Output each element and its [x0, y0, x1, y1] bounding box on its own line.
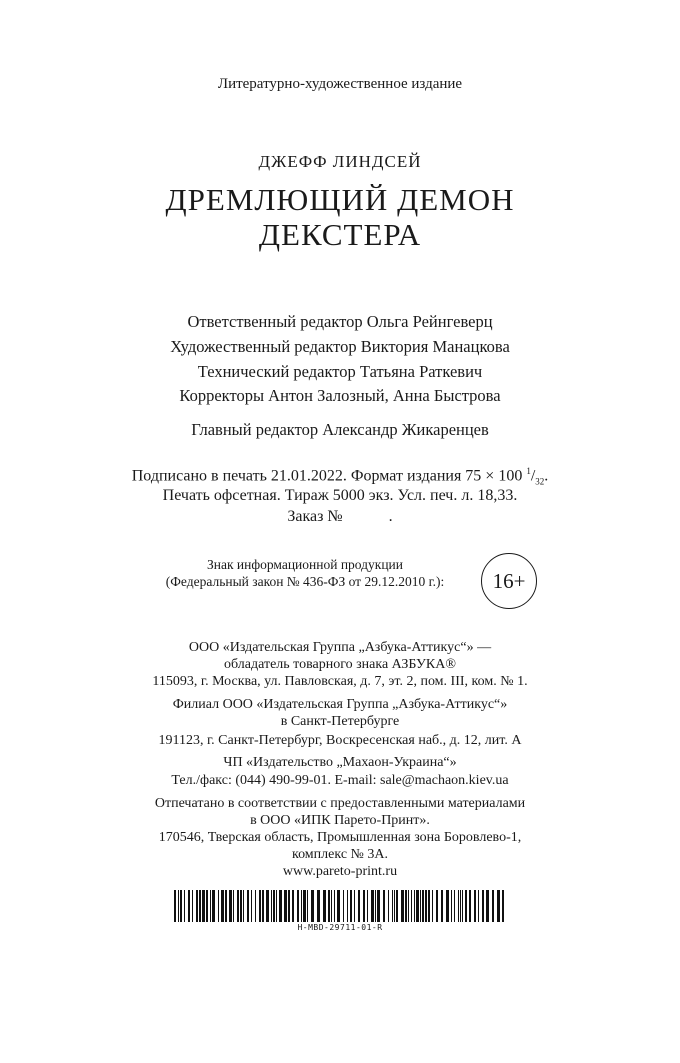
barcode-bar — [334, 890, 335, 922]
publisher-line: Тел./факс: (044) 490-99-01. E-mail: sale@machaon.kiev.ua — [171, 773, 509, 788]
barcode-bar — [178, 890, 179, 922]
format-denominator: 32 — [535, 476, 545, 487]
format-numerator: 1 — [526, 466, 531, 476]
barcode-bar — [371, 890, 374, 922]
barcode-bar — [240, 890, 242, 922]
barcode-bar — [328, 890, 330, 922]
barcode-bar — [454, 890, 455, 922]
credit-line: Технический редактор Татьяна Раткевич — [197, 362, 483, 381]
publisher-line: комплекс № 3А. — [291, 847, 388, 862]
order-label: Заказ № — [287, 508, 343, 525]
barcode-bar — [377, 890, 380, 922]
publisher-line: 170546, Тверская область, Промышленная зона Боровлево-1, — [158, 830, 522, 845]
barcode-bar — [266, 890, 269, 922]
barcode-bar — [462, 890, 463, 922]
chief-editor: Главный редактор Александр Жикаренцев — [191, 420, 489, 439]
barcode-bar — [199, 890, 201, 922]
barcode-bar — [367, 890, 368, 922]
barcode-bar — [202, 890, 205, 922]
publisher-line: ООО «Издательская Группа „Азбука-Аттикус“» — — [188, 640, 492, 655]
author-name: ДЖЕФФ ЛИНДСЕЙ — [258, 152, 422, 171]
barcode-bar — [401, 890, 404, 922]
age-rating-block — [140, 553, 540, 601]
publisher-line: www.pareto-print.ru — [282, 864, 398, 879]
barcode-bar — [259, 890, 261, 922]
barcode-bar — [363, 890, 365, 922]
barcode-bar — [375, 890, 376, 922]
barcode-bar — [284, 890, 287, 922]
barcode-bar — [225, 890, 227, 922]
barcode-bar — [229, 890, 232, 922]
barcode-bar — [347, 890, 348, 922]
barcode-bar — [411, 890, 412, 922]
genre-label: Литературно-художественное издание — [217, 76, 463, 92]
barcode-bar — [323, 890, 326, 922]
barcode-bar — [408, 890, 409, 922]
barcode-bar — [276, 890, 277, 922]
barcode-bar — [233, 890, 234, 922]
barcode-bar — [196, 890, 198, 922]
barcode-bar — [184, 890, 185, 922]
barcode-bar — [497, 890, 500, 922]
barcode-bar — [486, 890, 489, 922]
barcode-bar — [422, 890, 424, 922]
barcode-bar — [428, 890, 430, 922]
barcode-bar — [436, 890, 438, 922]
barcode-bar — [292, 890, 294, 922]
barcode-bar — [279, 890, 282, 922]
barcode-bar — [311, 890, 314, 922]
print-run-line: Печать офсетная. Тираж 5000 экз. Усл. печ. л. 18,33. — [162, 487, 518, 504]
barcode-bar — [174, 890, 176, 922]
barcode-bar — [458, 890, 459, 922]
barcode-bar — [301, 890, 302, 922]
barcode-text: H-MBD-29711-01-R — [297, 923, 383, 932]
age-rating-line-1: Знак информационной продукции — [206, 557, 404, 572]
barcode-bar — [383, 890, 385, 922]
barcode-bar — [288, 890, 290, 922]
barcode — [174, 890, 506, 922]
barcode-bar — [331, 890, 332, 922]
barcode-bar — [388, 890, 389, 922]
publisher-line: ЧП «Издательство „Махаон-Украина“» — [223, 755, 457, 770]
barcode-bar — [206, 890, 208, 922]
credit-line: Художественный редактор Виктория Манацкова — [170, 337, 510, 356]
barcode-bar — [396, 890, 398, 922]
barcode-bar — [469, 890, 471, 922]
barcode-bar — [432, 890, 433, 922]
barcode-bar — [273, 890, 275, 922]
publisher-line: Отпечатано в соответствии с предоставленными материалами — [154, 796, 526, 811]
barcode-bar — [243, 890, 244, 922]
barcode-bar — [210, 890, 211, 922]
barcode-bar — [482, 890, 484, 922]
publisher-line: 115093, г. Москва, ул. Павловская, д. 7, эт. 2, пом. III, ком. № 1. — [152, 674, 528, 689]
barcode-bar — [255, 890, 256, 922]
barcode-bar — [451, 890, 452, 922]
barcode-bar — [218, 890, 219, 922]
publisher-line: Филиал ООО «Издательская Группа „Азбука-Аттикус“» — [172, 697, 508, 712]
barcode-bar — [425, 890, 427, 922]
publisher-line: обладатель товарного знака АЗБУКА® — [224, 657, 456, 672]
barcode-bar — [251, 890, 252, 922]
barcode-bar — [192, 890, 193, 922]
barcode-bar — [221, 890, 224, 922]
barcode-bar — [247, 890, 249, 922]
barcode-bar — [441, 890, 443, 922]
publisher-line: в Санкт-Петербурге — [280, 714, 400, 729]
barcode-bar — [358, 890, 360, 922]
barcode-bar — [502, 890, 504, 922]
order-end: . — [388, 508, 393, 525]
barcode-bar — [180, 890, 182, 922]
barcode-bar — [420, 890, 421, 922]
book-title-line-1: ДРЕМЛЮЩИЙ ДЕМОН — [165, 182, 515, 217]
barcode-bar — [212, 890, 215, 922]
barcode-bar — [465, 890, 467, 922]
barcode-bar — [478, 890, 479, 922]
book-title-line-2: ДЕКСТЕРА — [258, 217, 422, 252]
barcode-bar — [303, 890, 306, 922]
order-line — [0, 508, 680, 526]
credit-line: Ответственный редактор Ольга Рейнгеверц — [187, 312, 493, 331]
barcode-bar — [271, 890, 272, 922]
barcode-bar — [446, 890, 449, 922]
barcode-bar — [297, 890, 299, 922]
age-rating-badge: 16+ — [481, 553, 537, 609]
barcode-bar — [392, 890, 393, 922]
barcode-bar — [474, 890, 476, 922]
print-signed-line: Подписано в печать 21.01.2022. Формат издания 75 × 100 $^1/_{32}$. — [131, 466, 549, 487]
barcode-bar — [337, 890, 340, 922]
barcode-bar — [460, 890, 461, 922]
credit-line: Корректоры Антон Залозный, Анна Быстрова — [179, 386, 501, 405]
barcode-bar — [343, 890, 344, 922]
age-rating-text — [140, 556, 470, 590]
barcode-bar — [262, 890, 264, 922]
barcode-bar — [350, 890, 352, 922]
barcode-bar — [188, 890, 190, 922]
barcode-bar — [394, 890, 395, 922]
barcode-bar — [237, 890, 239, 922]
barcode-bar — [416, 890, 419, 922]
barcode-bar — [414, 890, 415, 922]
barcode-bar — [354, 890, 355, 922]
publisher-line: 191123, г. Санкт-Петербург, Воскресенская наб., д. 12, лит. А — [158, 733, 522, 748]
age-rating-line-2: (Федеральный закон № 436-ФЗ от 29.12.2010 г.): — [165, 574, 445, 589]
barcode-bar — [492, 890, 494, 922]
print-signed-text: Подписано в печать 21.01.2022. Формат издания 75 × 100 — [131, 467, 523, 485]
barcode-bar — [317, 890, 320, 922]
barcode-bar — [307, 890, 308, 922]
barcode-bar — [405, 890, 407, 922]
publisher-line: в ООО «ИПК Парето-Принт». — [250, 813, 430, 828]
